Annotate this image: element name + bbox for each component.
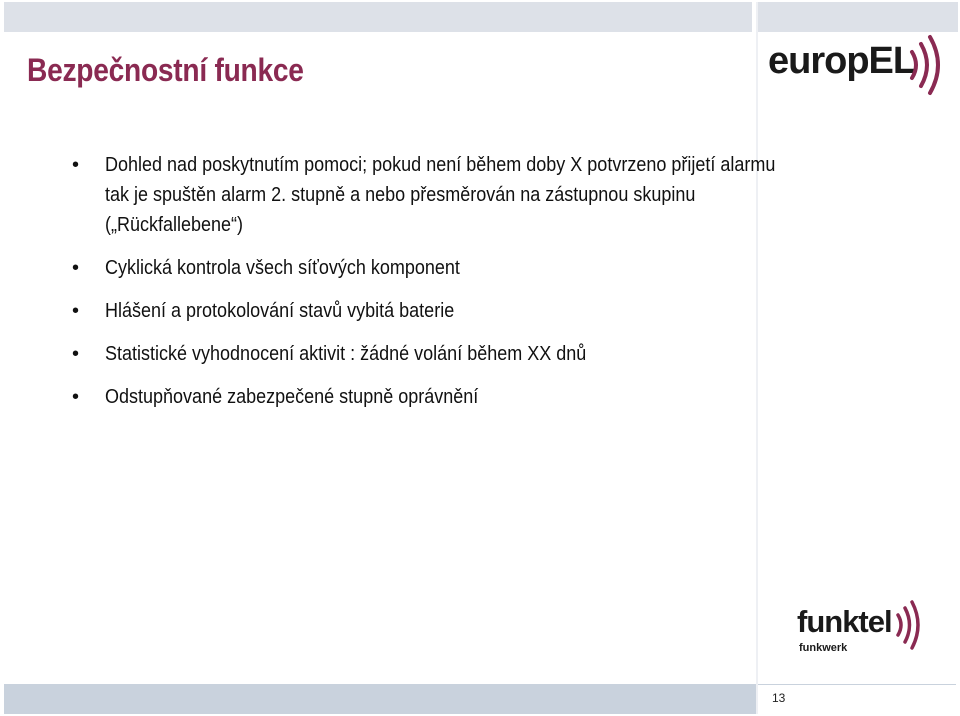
top-bar [4,2,752,32]
top-bar-right [758,2,958,32]
bullet-item [72,296,792,326]
bullet-dot-icon: • [72,300,80,322]
page-number-box [758,684,956,715]
signal-waves-icon [895,600,923,650]
bullet-text: Cyklická kontrola všech síťových komponent [105,257,460,279]
funktel-logo [797,600,927,658]
footer-bar [4,684,756,714]
bullet-item [72,339,792,369]
bullet-text: Odstupňované zabezpečené stupně oprávnění [105,386,479,408]
slide-title: Bezpečnostní funkce [27,52,304,88]
europel-logo [768,34,944,96]
funktel-logo-text: funktel [797,604,892,639]
bullet-dot-icon: • [72,154,80,176]
page-number: 13 [772,691,786,705]
bullet-dot-icon: • [72,343,80,365]
bullet-text: Statistické vyhodnocení aktivit : žádné volání během XX dnů [105,343,587,365]
bullet-item [72,382,792,412]
bullet-text: Dohled nad poskytnutím pomoci; pokud není během doby X potvrzeno přijetí alarmu tak je spuštěn alarm 2. stupně a nebo přesměrován na zástupnou skupinu („Rückfallebene“) [105,154,776,236]
funkwerk-logo-subtext: funkwerk [799,642,848,654]
bullet-item [72,253,792,283]
bullet-list [72,150,792,425]
bullet-text: Hlášení a protokolování stavů vybitá baterie [105,300,455,322]
signal-waves-icon [908,34,944,96]
bullet-item [72,150,792,240]
bullet-dot-icon: • [72,257,80,279]
bullet-dot-icon: • [72,386,80,408]
europel-logo-text: europEL [768,40,916,82]
